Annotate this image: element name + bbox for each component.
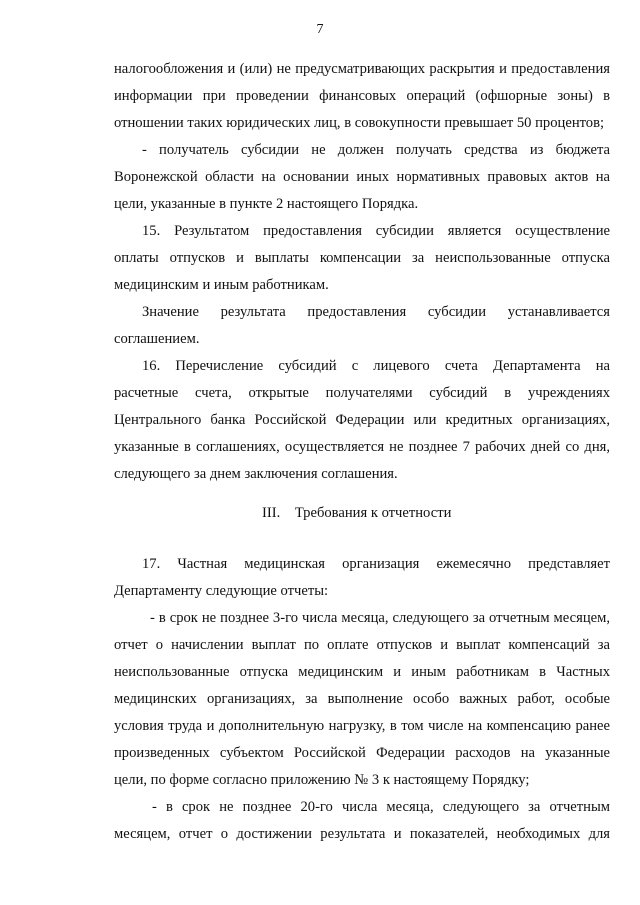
text-line: Значение результата предоставления субсидии устанавливается	[142, 304, 610, 320]
text-line: цели, указанные в пункте 2 настоящего Порядка.	[114, 196, 419, 212]
text-line: отчет о начислении выплат по оплате отпусков и выплат компенсаций за	[114, 637, 610, 653]
text-line: Центрального банка Российской Федерации или кредитных организациях,	[114, 412, 610, 428]
text-line: условия труда и дополнительную нагрузку, в том числе на компенсацию ранее	[114, 718, 610, 734]
text-line: налогообложения и (или) не предусматривающих раскрытия и предоставления	[114, 61, 610, 77]
text-line: оплаты отпусков и выплаты компенсации за неиспользованные отпуска	[114, 250, 610, 266]
text-line: 17. Частная медицинская организация ежемесячно представляет	[142, 556, 610, 572]
text-line: следующего за днем заключения соглашения.	[114, 466, 398, 482]
text-line: расчетные счета, открытые получателями субсидий в учреждениях	[114, 385, 610, 401]
text-line: месяцем, отчет о достижении результата и показателей, необходимых для	[114, 826, 610, 842]
text-line: произведенных субъектом Российской Федерации расходов на указанные	[114, 745, 610, 761]
text-line: Воронежской области на основании иных нормативных правовых актов на	[114, 169, 610, 185]
text-line: цели, по форме согласно приложению № 3 к настоящему Порядку;	[114, 772, 530, 788]
text-line: указанные в соглашениях, осуществляется не позднее 7 рабочих дней со дня,	[114, 439, 610, 455]
page-number: 7	[316, 22, 324, 37]
text-line: 15. Результатом предоставления субсидии является осуществление	[142, 223, 610, 239]
text-line: - получатель субсидии не должен получать средства из бюджета	[142, 142, 610, 158]
text-line: медицинских организациях, за выполнение особо важных работ, особые	[114, 691, 610, 707]
section-heading: III. Требования к отчетности	[262, 505, 452, 521]
text-line: отношении таких юридических лиц, в совокупности превышает 50 процентов;	[114, 115, 605, 131]
text-line: медицинским и иным работникам.	[114, 277, 329, 293]
text-line: - в срок не позднее 3-го числа месяца, следующего за отчетным месяцем,	[150, 610, 610, 626]
text-line: 16. Перечисление субсидий с лицевого счета Департамента на	[142, 358, 610, 374]
text-line: информации при проведении финансовых операций (офшорные зоны) в	[114, 88, 610, 104]
text-line: соглашением.	[114, 331, 200, 347]
text-line: - в срок не позднее 20-го числа месяца, следующего за отчетным	[152, 799, 610, 815]
text-line: неиспользованные отпуска медицинским и иным работникам в Частных	[114, 664, 610, 680]
text-line: Департаменту следующие отчеты:	[114, 583, 329, 599]
